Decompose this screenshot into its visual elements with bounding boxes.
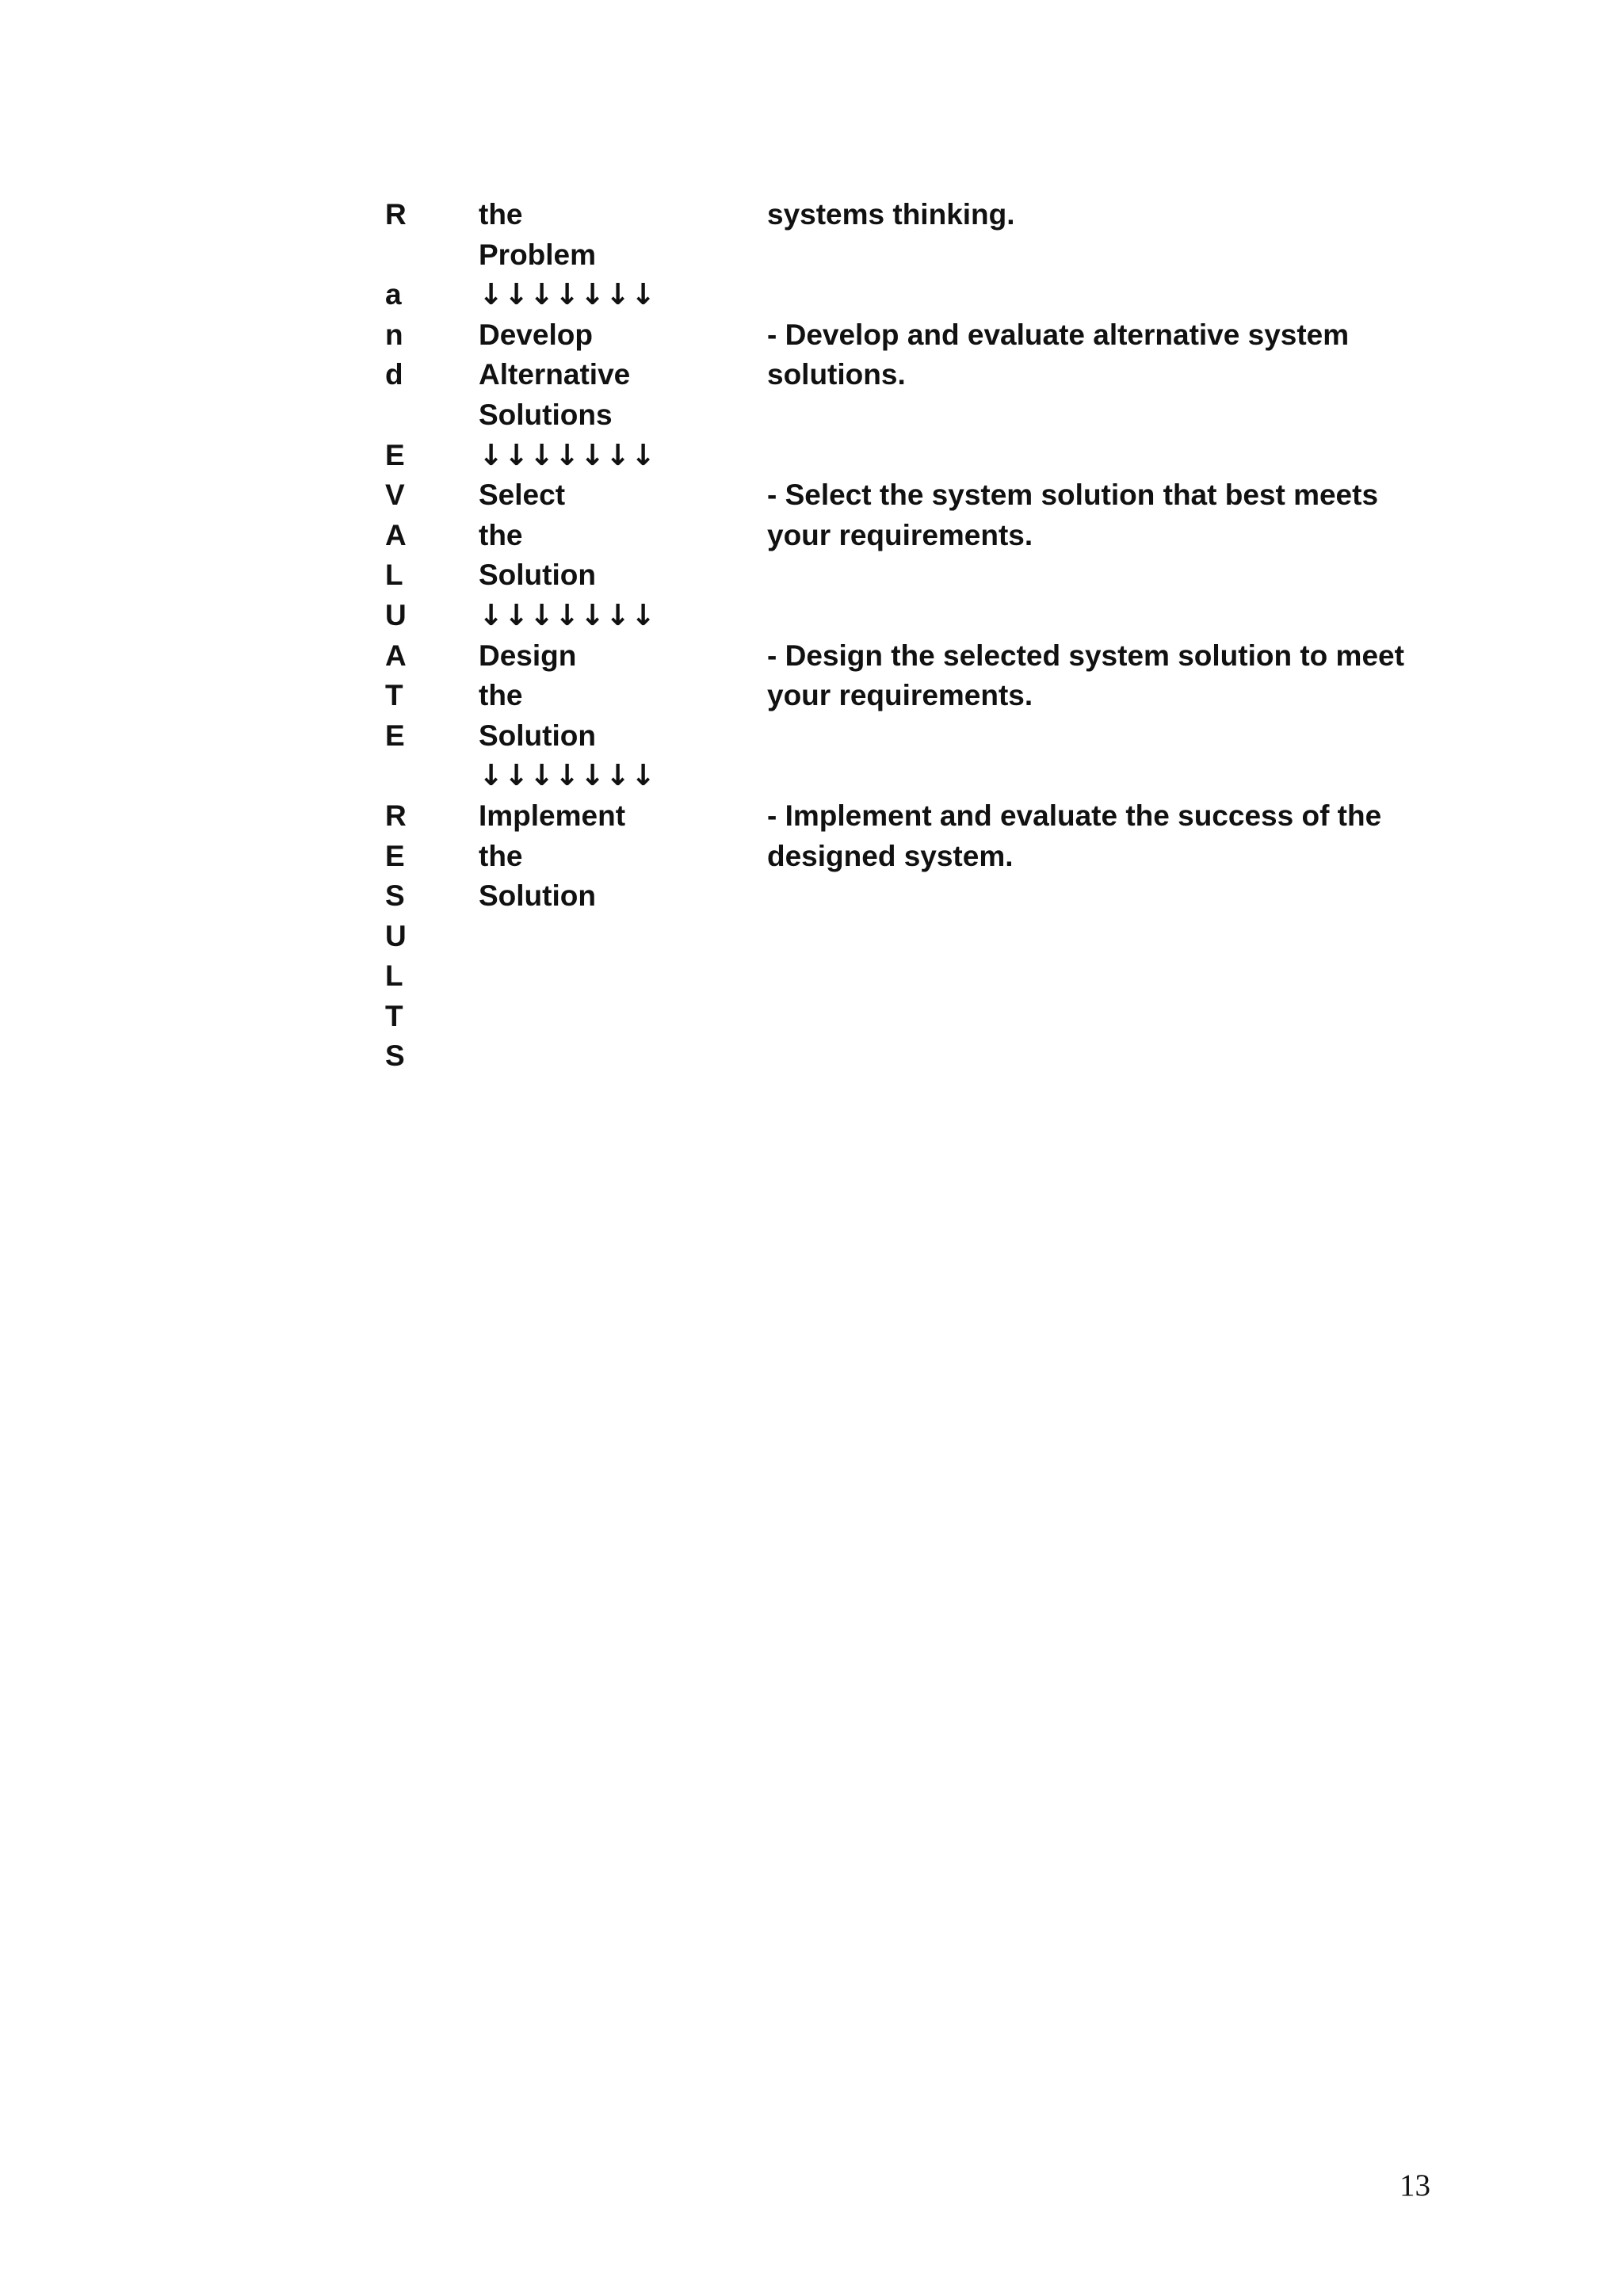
side-letter: R <box>385 799 407 832</box>
side-letter <box>385 235 479 276</box>
side-letter: E <box>385 839 405 872</box>
side-letter: S <box>385 879 405 913</box>
step-label: the <box>479 198 523 231</box>
side-letter: S <box>385 1039 405 1073</box>
step-description: - Develop and evaluate alternative system <box>767 318 1350 351</box>
step-description <box>767 235 1401 276</box>
side-letter: n <box>385 318 403 351</box>
step-description <box>767 876 1401 917</box>
step-description: - Select the system solution that best meets <box>767 479 1379 512</box>
side-letter: T <box>385 999 403 1032</box>
step-label: Solution <box>479 719 596 752</box>
side-letter <box>385 756 479 796</box>
step-description: solutions. <box>767 358 906 391</box>
step-label: Alternative <box>479 358 631 391</box>
step-label <box>479 1036 767 1077</box>
step-label: Problem <box>479 238 597 271</box>
side-letter: E <box>385 719 405 752</box>
step-description <box>767 756 1401 796</box>
down-arrows: ↓↓↓↓↓↓↓ <box>479 597 657 632</box>
step-description <box>767 716 1401 757</box>
down-arrows: ↓↓↓↓↓↓↓ <box>479 437 657 472</box>
process-table <box>385 195 1404 1077</box>
side-letter: V <box>385 479 405 512</box>
step-label: the <box>479 839 523 872</box>
step-description: - Implement and evaluate the success of the <box>767 799 1382 832</box>
step-description <box>767 917 1401 957</box>
step-label: Implement <box>479 799 626 832</box>
side-letter: d <box>385 358 403 391</box>
step-label: Solution <box>479 559 596 592</box>
step-description: your requirements. <box>767 679 1033 712</box>
step-description: systems thinking. <box>767 198 1015 231</box>
step-label: Develop <box>479 318 593 351</box>
step-label: Design <box>479 639 577 672</box>
step-description <box>767 395 1401 436</box>
down-arrows: ↓↓↓↓↓↓↓ <box>479 758 657 793</box>
side-letter: E <box>385 438 405 471</box>
side-letter: a <box>385 278 402 311</box>
step-description: designed system. <box>767 839 1014 872</box>
side-letter: L <box>385 559 403 592</box>
step-description: - Design the selected system solution to meet <box>767 639 1404 672</box>
side-letter: U <box>385 919 407 952</box>
step-label: Solution <box>479 879 596 913</box>
side-letter: R <box>385 198 407 231</box>
side-letter <box>385 395 479 436</box>
side-letter: T <box>385 679 403 712</box>
step-label: the <box>479 679 523 712</box>
side-letter: A <box>385 518 407 551</box>
side-letter: U <box>385 598 407 631</box>
step-description <box>767 555 1401 596</box>
step-description <box>767 436 1401 476</box>
step-label <box>479 956 767 997</box>
step-label <box>479 917 767 957</box>
step-description <box>767 275 1401 315</box>
side-letter: A <box>385 639 407 672</box>
step-description <box>767 956 1401 997</box>
step-description <box>767 1036 1401 1077</box>
side-letter: L <box>385 959 403 993</box>
step-label: the <box>479 518 523 551</box>
step-description <box>767 997 1401 1037</box>
step-description <box>767 596 1401 636</box>
down-arrows: ↓↓↓↓↓↓↓ <box>479 277 657 312</box>
page-number: 13 <box>1400 2168 1430 2203</box>
step-label: Solutions <box>479 398 613 431</box>
step-label: Select <box>479 479 566 512</box>
step-label <box>479 997 767 1037</box>
step-description: your requirements. <box>767 518 1033 551</box>
